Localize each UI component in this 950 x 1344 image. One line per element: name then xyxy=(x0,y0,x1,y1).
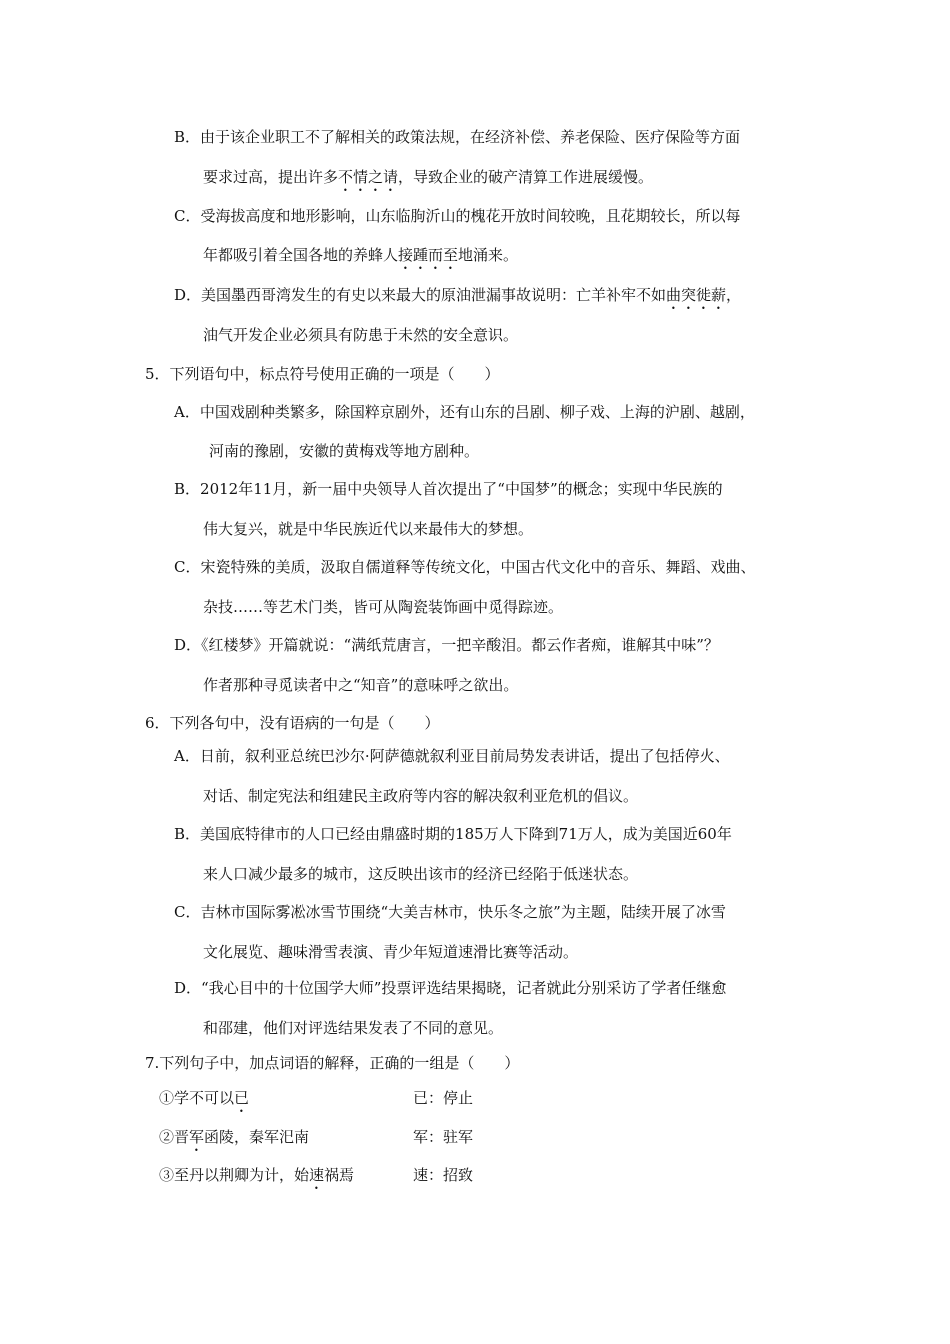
q5-option-a-line1: A．中国戏剧种类繁多，除国粹京剧外，还有山东的吕剧、柳子戏、上海的沪剧、越剧， xyxy=(174,403,755,421)
q5-option-c-line1: C．宋瓷特殊的美质，汲取自儒道释等传统文化，中国古代文化中的音乐、舞蹈、戏曲、 xyxy=(174,558,756,576)
q4-option-d-line2: 油气开发企业必须具有防患于未然的安全意识。 xyxy=(203,326,519,344)
emphasized-term: 曲突徙薪 xyxy=(666,286,727,304)
q5-option-b-line1: B．2012年11月，新一届中央领导人首次提出了“中国梦”的概念；实现中华民族的 xyxy=(174,480,723,498)
emphasized-term: 不情之请 xyxy=(338,168,399,186)
q7-item-3-gloss: 速：招致 xyxy=(413,1166,474,1184)
q6-option-a-line2: 对话、制定宪法和组建民主政府等内容的解决叙利亚危机的倡议。 xyxy=(203,787,639,805)
q5-option-b-line2: 伟大复兴，就是中华民族近代以来最伟大的梦想。 xyxy=(203,520,534,538)
emphasized-term: 速 xyxy=(309,1166,325,1184)
q4-option-b-line2: 要求过高，提出许多不情之请，导致企业的破产清算工作进展缓慢。 xyxy=(203,168,654,186)
q6-stem: 6．下列各句中，没有语病的一句是（ ） xyxy=(145,714,440,732)
q4-option-d-line1: D．美国墨西哥湾发生的有史以来最大的原油泄漏事故说明：亡羊补牢不如曲突徙薪， xyxy=(174,286,742,304)
q7-stem: 7.下列句子中，加点词语的解释，正确的一组是（ ） xyxy=(145,1054,520,1072)
q4-option-c-line2: 年都吸引着全国各地的养蜂人接踵而至地涌来。 xyxy=(203,246,519,264)
q6-option-c-line2: 文化展览、趣味滑雪表演、青少年短道速滑比赛等活动。 xyxy=(203,943,579,961)
q6-option-d-line2: 和邵建，他们对评选结果发表了不同的意见。 xyxy=(203,1019,504,1037)
q6-option-d-line1: D．“我心目中的十位国学大师”投票评选结果揭晓，记者就此分别采访了学者任继愈 xyxy=(174,979,727,997)
q5-option-d-line2: 作者那种寻觅读者中之“知音”的意味呼之欲出。 xyxy=(203,676,519,694)
emphasized-term: 已 xyxy=(234,1089,250,1107)
q4-option-b-line1: B．由于该企业职工不了解相关的政策法规，在经济补偿、养老保险、医疗保险等方面 xyxy=(174,128,741,146)
q7-item-2: ②晋军函陵，秦军汜南 xyxy=(159,1128,310,1146)
q5-option-c-line2: 杂技……等艺术门类，皆可从陶瓷装饰画中觅得踪迹。 xyxy=(203,598,564,616)
q7-item-2-gloss: 军：驻军 xyxy=(413,1128,474,1146)
q6-option-a-line1: A．日前，叙利亚总统巴沙尔·阿萨德就叙利亚目前局势发表讲话，提出了包括停火、 xyxy=(174,747,730,765)
q5-option-d-line1: D．《红楼梦》开篇就说：“满纸荒唐言，一把辛酸泪。都云作者痴，谁解其中味”？ xyxy=(174,636,719,654)
q7-item-1: ①学不可以已 xyxy=(159,1089,250,1107)
q7-item-1-gloss: 已：停止 xyxy=(413,1089,474,1107)
q6-option-c-line1: C．吉林市国际雾凇冰雪节围绕“大美吉林市，快乐冬之旅”为主题，陆续开展了冰雪 xyxy=(174,903,726,921)
q5-option-a-line2: 河南的豫剧，安徽的黄梅戏等地方剧种。 xyxy=(209,442,480,460)
emphasized-term: 军 xyxy=(189,1128,205,1146)
q5-stem: 5．下列语句中，标点符号使用正确的一项是（ ） xyxy=(145,365,500,383)
q6-option-b-line1: B．美国底特律市的人口已经由鼎盛时期的185万人下降到71万人，成为美国近60年 xyxy=(174,825,732,843)
q7-item-3: ③至丹以荆卿为计，始速祸焉 xyxy=(159,1166,355,1184)
q6-option-b-line2: 来人口减少最多的城市，这反映出该市的经济已经陷于低迷状态。 xyxy=(203,865,639,883)
emphasized-term: 接踵而至 xyxy=(398,246,459,264)
q4-option-c-line1: C．受海拔高度和地形影响，山东临朐沂山的槐花开放时间较晚，且花期较长，所以每 xyxy=(174,207,741,225)
